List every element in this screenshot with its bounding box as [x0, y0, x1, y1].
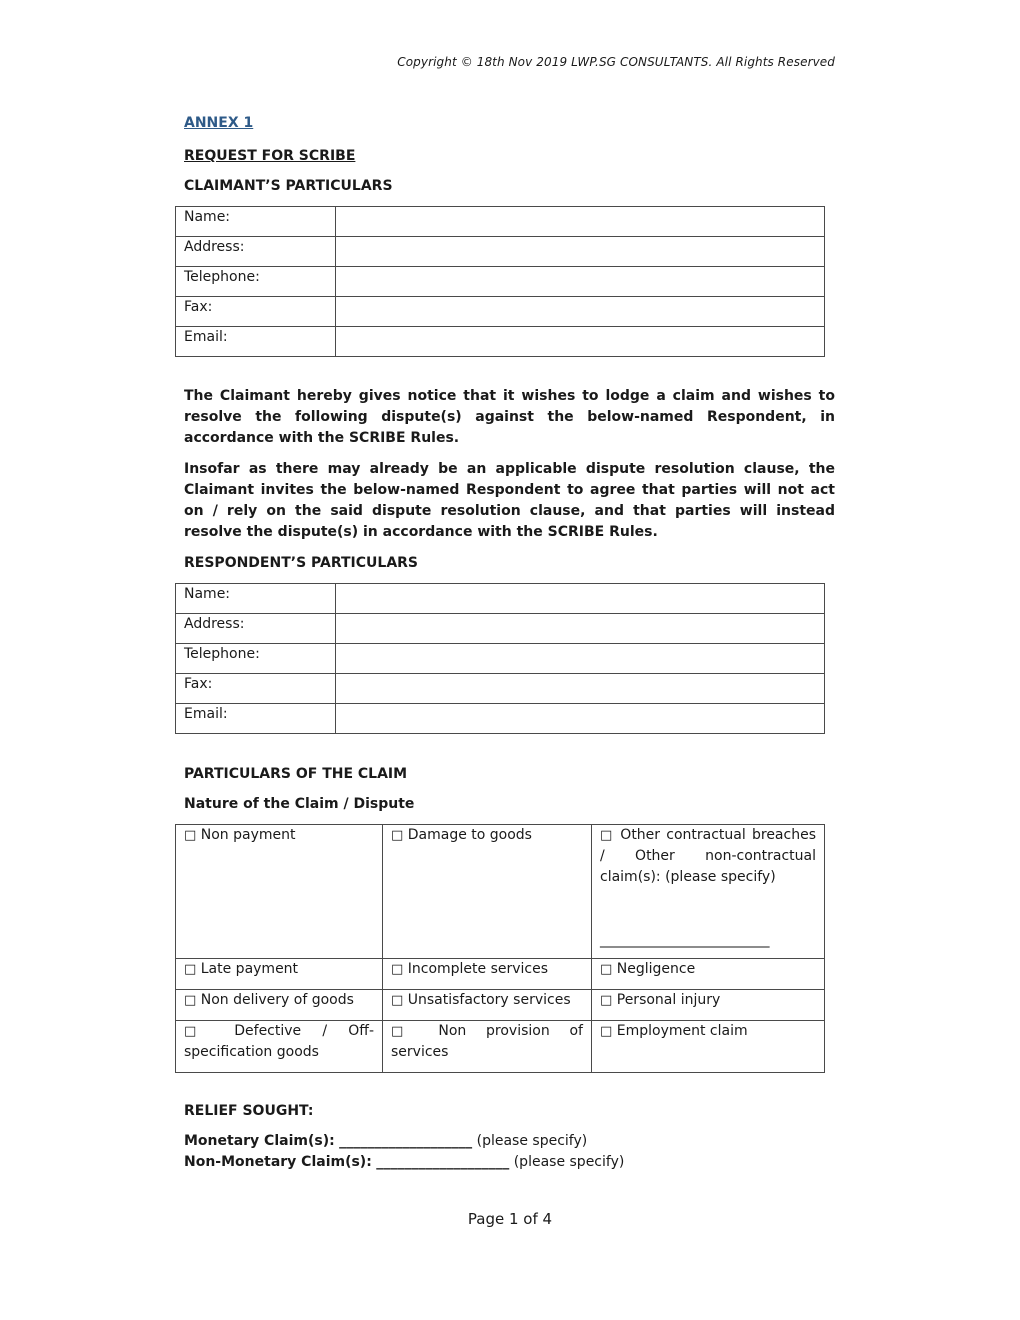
claimant-address-field[interactable] [336, 237, 825, 267]
checkbox-damage-to-goods[interactable] [383, 825, 592, 959]
checkbox-icon: □ [184, 828, 197, 843]
table-row [176, 1021, 825, 1073]
notice-paragraph-2: Insofar as there may already be an applicable dispute resolution clause, the Claimant invites the below-named Respondent to agree that parties will not act on / rely on the said dispute resolution clause, and that parties will instead resolve the dispute(s) in accordance with the SCRIBE Rules. [184, 461, 835, 540]
table-row [176, 237, 825, 267]
respondent-address-field[interactable] [336, 614, 825, 644]
checkbox-icon: □ [600, 828, 615, 843]
field-label: Name: [176, 584, 336, 614]
checkbox-incomplete-services[interactable] [383, 959, 592, 990]
field-label: Email: [176, 704, 336, 734]
checkbox-defective-goods[interactable] [176, 1021, 383, 1073]
checkbox-negligence[interactable] [592, 959, 825, 990]
non-monetary-claim-line [184, 1152, 835, 1173]
option-label: Personal injury [616, 992, 721, 1008]
option-label: Incomplete services [407, 961, 549, 977]
table-row [176, 297, 825, 327]
table-row [176, 959, 825, 990]
claimant-fax-field[interactable] [336, 297, 825, 327]
checkbox-icon: □ [184, 962, 197, 977]
respondent-heading: RESPONDENT’S PARTICULARS [184, 555, 419, 571]
claimant-name-field[interactable] [336, 207, 825, 237]
checkbox-late-payment[interactable] [176, 959, 383, 990]
non-monetary-claim-label: Non-Monetary Claim(s): [184, 1154, 372, 1170]
respondent-telephone-field[interactable] [336, 644, 825, 674]
checkbox-icon: □ [600, 993, 613, 1008]
form-content [184, 113, 835, 1173]
checkbox-non-payment[interactable] [176, 825, 383, 959]
respondent-fax-field[interactable] [336, 674, 825, 704]
copyright-notice: Copyright © 18th Nov 2019 LWP.SG CONSULTANTS. All Rights Reserved [397, 55, 835, 69]
notice-paragraph-1: The Claimant hereby gives notice that it wishes to lodge a claim and wishes to resolve the following dispute(s) against the below-named Respondent, in accordance with the SCRIBE Rules. [184, 388, 835, 446]
table-row [176, 584, 825, 614]
table-row [176, 207, 825, 237]
annex-heading: ANNEX 1 [184, 115, 254, 131]
field-label: Address: [176, 237, 336, 267]
option-label: Non delivery of goods [200, 992, 354, 1008]
option-label: Non provision of services [391, 1023, 583, 1060]
field-label: Fax: [176, 297, 336, 327]
form-title: REQUEST FOR SCRIBE [184, 148, 356, 164]
checkbox-other-claims[interactable] [592, 825, 825, 959]
claimant-table [175, 206, 825, 357]
respondent-email-field[interactable] [336, 704, 825, 734]
field-label: Fax: [176, 674, 336, 704]
option-label: Late payment [200, 961, 299, 977]
option-label: Negligence [616, 961, 696, 977]
checkbox-icon: □ [184, 1024, 214, 1039]
respondent-table [175, 583, 825, 734]
monetary-claim-label: Monetary Claim(s): [184, 1133, 335, 1149]
claimant-heading: CLAIMANT’S PARTICULARS [184, 178, 393, 194]
field-label: Email: [176, 327, 336, 357]
non-monetary-claim-blank[interactable]: ___________________ [376, 1154, 510, 1170]
option-label: Unsatisfactory services [407, 992, 571, 1008]
table-row [176, 704, 825, 734]
field-label: Telephone: [176, 267, 336, 297]
checkbox-icon: □ [391, 962, 404, 977]
monetary-claim-line [184, 1131, 835, 1152]
checkbox-icon: □ [391, 993, 404, 1008]
checkbox-icon: □ [391, 828, 404, 843]
claimant-email-field[interactable] [336, 327, 825, 357]
claim-subheading: Nature of the Claim / Dispute [184, 796, 415, 812]
table-row [176, 990, 825, 1021]
field-label: Address: [176, 614, 336, 644]
table-row [176, 825, 825, 959]
checkbox-icon: □ [600, 962, 613, 977]
option-label: Defective / Off-specification goods [184, 1023, 374, 1060]
monetary-claim-blank[interactable]: ___________________ [339, 1133, 473, 1149]
relief-heading: RELIEF SOUGHT: [184, 1103, 314, 1119]
checkbox-personal-injury[interactable] [592, 990, 825, 1021]
claim-type-table [175, 824, 825, 1073]
specify-note: (please specify) [513, 1154, 625, 1170]
checkbox-employment-claim[interactable] [592, 1021, 825, 1073]
option-label: Other contractual breaches / Other non-contractual claim(s): (please specify) [600, 827, 816, 885]
page-number: Page 1 of 4 [467, 1210, 553, 1228]
table-row [176, 674, 825, 704]
specify-note: (please specify) [476, 1133, 588, 1149]
claim-heading: PARTICULARS OF THE CLAIM [184, 766, 408, 782]
table-row [176, 644, 825, 674]
table-row [176, 614, 825, 644]
checkbox-non-provision-services[interactable] [383, 1021, 592, 1073]
option-label: Damage to goods [407, 827, 532, 843]
table-row [176, 267, 825, 297]
checkbox-icon: □ [600, 1024, 613, 1039]
field-label: Telephone: [176, 644, 336, 674]
respondent-name-field[interactable] [336, 584, 825, 614]
checkbox-unsatisfactory-services[interactable] [383, 990, 592, 1021]
option-label: Employment claim [616, 1023, 748, 1039]
option-label: Non payment [200, 827, 296, 843]
claimant-telephone-field[interactable] [336, 267, 825, 297]
checkbox-non-delivery[interactable] [176, 990, 383, 1021]
specify-blank-line[interactable]: __________________________ [600, 932, 769, 948]
field-label: Name: [176, 207, 336, 237]
checkbox-icon: □ [184, 993, 197, 1008]
checkbox-icon: □ [391, 1024, 419, 1039]
table-row [176, 327, 825, 357]
